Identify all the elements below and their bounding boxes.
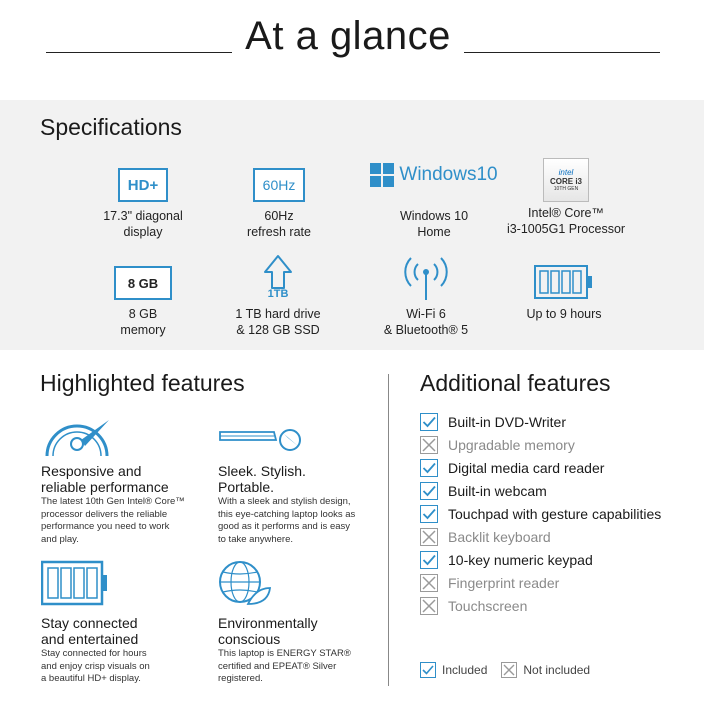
feature-desc-line: a beautiful HD+ display.: [41, 673, 141, 684]
spec-line: Home: [417, 225, 451, 239]
spec-refresh-rate: [199, 152, 359, 240]
feature-desc-line: and play.: [41, 533, 79, 545]
feature-desc-line: certified and EPEAT® Silver: [218, 660, 337, 672]
spec-wireless: [346, 250, 506, 338]
feature-performance: [41, 406, 201, 546]
intel-badge-brand: intel: [558, 168, 574, 177]
spec-line: Wi-Fi 6: [406, 307, 446, 321]
feature-row-label: 10-key numeric keypad: [448, 551, 593, 568]
feature-row-label: Built-in DVD-Writer: [448, 413, 566, 430]
legend-included-label: Included: [442, 663, 488, 677]
speedometer-icon: [41, 406, 115, 458]
storage-icon-text: 1TB: [267, 288, 289, 300]
feature-row-label: Fingerprint reader: [448, 574, 560, 591]
feature-row-label: Digital media card reader: [448, 459, 605, 476]
spec-line: memory: [120, 323, 166, 337]
spec-line: 60Hz: [264, 209, 294, 223]
spec-processor: [486, 148, 646, 237]
check-icon: [420, 662, 436, 678]
memory-icon: [114, 266, 172, 300]
feature-title-line: Environmentally: [218, 615, 318, 631]
additional-features-title: Additional features: [420, 370, 611, 396]
battery-large-icon: [41, 560, 109, 606]
hd-plus-icon: HD+: [118, 168, 168, 202]
x-mark-icon: [501, 662, 517, 678]
storage-arrow-icon: [263, 254, 293, 290]
check-icon: [420, 413, 438, 431]
refresh-rate-icon: 60Hz: [253, 168, 305, 202]
x-mark-icon: [420, 574, 438, 592]
feature-row: [420, 548, 661, 571]
feature-row: [420, 502, 661, 525]
spec-line: & Bluetooth® 5: [383, 323, 469, 337]
feature-desc-line: performance you need to work: [41, 521, 170, 532]
spec-line: 17.3" diagonal: [103, 209, 183, 223]
feature-row: [420, 456, 661, 479]
feature-desc-line: this eye-catching laptop looks as: [218, 508, 356, 520]
spec-line: & 128 GB SSD: [236, 323, 320, 337]
feature-row-label: Built-in webcam: [448, 482, 547, 499]
feature-desc-line: processor delivers the reliable: [41, 508, 168, 520]
intel-badge-gen: 10TH GEN: [553, 186, 579, 192]
spec-line: i3-1005G1 Processor: [506, 222, 626, 236]
feature-title-line: Stay connected: [41, 615, 138, 631]
feature-title-line: and entertained: [41, 631, 139, 647]
page-title: At a glance: [245, 14, 451, 58]
feature-row: [420, 525, 661, 548]
windows-logo-icon: [370, 160, 497, 190]
legend-not-included: [501, 662, 590, 678]
feature-desc-line: to take anywhere.: [218, 533, 293, 545]
column-divider: [388, 374, 389, 686]
spec-line: 8 GB: [128, 307, 158, 321]
spec-battery: [484, 250, 644, 322]
check-icon: [420, 459, 438, 477]
legend-included: [420, 662, 487, 678]
header-rule-left: [46, 52, 232, 53]
legend: [420, 662, 604, 678]
header-rule-right: [464, 52, 660, 53]
globe-leaf-icon: [218, 558, 272, 608]
feature-row-label: Upgradable memory: [448, 436, 575, 453]
feature-desc-line: registered.: [218, 673, 263, 684]
feature-desc-line: The latest 10th Gen Intel® Core™: [41, 496, 185, 507]
x-mark-icon: [420, 597, 438, 615]
feature-connectivity: [41, 560, 201, 686]
spec-storage: [198, 250, 358, 338]
spec-line: Up to 9 hours: [526, 307, 602, 321]
feature-title-line: Sleek. Stylish.: [218, 463, 306, 479]
additional-features-list: [420, 410, 661, 617]
wifi-antenna-icon: [400, 254, 452, 300]
feature-row: [420, 410, 661, 433]
x-mark-icon: [420, 436, 438, 454]
feature-desc-line: This laptop is ENERGY STAR®: [218, 648, 351, 659]
feature-row-label: Backlit keyboard: [448, 528, 551, 545]
specifications-title: Specifications: [40, 114, 182, 140]
feature-row: [420, 571, 661, 594]
feature-desc-line: and enjoy crisp visuals on: [41, 660, 150, 672]
feature-title-line: Responsive and: [41, 463, 142, 479]
spec-line: Windows 10: [399, 209, 469, 223]
spec-line: display: [123, 225, 163, 239]
spec-line: 1 TB hard drive: [235, 307, 321, 321]
feature-environment: [218, 558, 378, 686]
specifications-section: [0, 100, 704, 350]
feature-title-line: Portable.: [218, 479, 275, 495]
intel-core-i3-badge-icon: [543, 158, 589, 202]
feature-row-label: Touchscreen: [448, 597, 528, 614]
feature-desc-line: Stay connected for hours: [41, 648, 147, 659]
spec-line: refresh rate: [247, 225, 311, 239]
windows-logo-text: Windows10: [399, 164, 498, 185]
check-icon: [420, 505, 438, 523]
feature-row: [420, 594, 661, 617]
legend-not-included-label: Not included: [523, 663, 591, 677]
highlighted-features-title: Highlighted features: [40, 370, 245, 396]
x-mark-icon: [420, 528, 438, 546]
feature-design: [218, 424, 378, 546]
memory-icon-text: 8 GB: [127, 275, 159, 291]
spec-line: Intel® Core™: [528, 206, 604, 220]
feature-desc-line: With a sleek and stylish design,: [218, 496, 351, 507]
feature-row: [420, 433, 661, 456]
feature-row: [420, 479, 661, 502]
battery-icon: [534, 264, 594, 300]
header: [0, 0, 704, 100]
check-icon: [420, 551, 438, 569]
feature-title-line: reliable performance: [41, 479, 169, 495]
laptop-side-icon: [218, 424, 308, 456]
intel-badge-model: CORE i3: [549, 177, 582, 186]
feature-row-label: Touchpad with gesture capabilities: [448, 505, 662, 522]
feature-title-line: conscious: [218, 631, 281, 647]
feature-desc-line: good as it performs and is easy: [218, 521, 351, 532]
check-icon: [420, 482, 438, 500]
